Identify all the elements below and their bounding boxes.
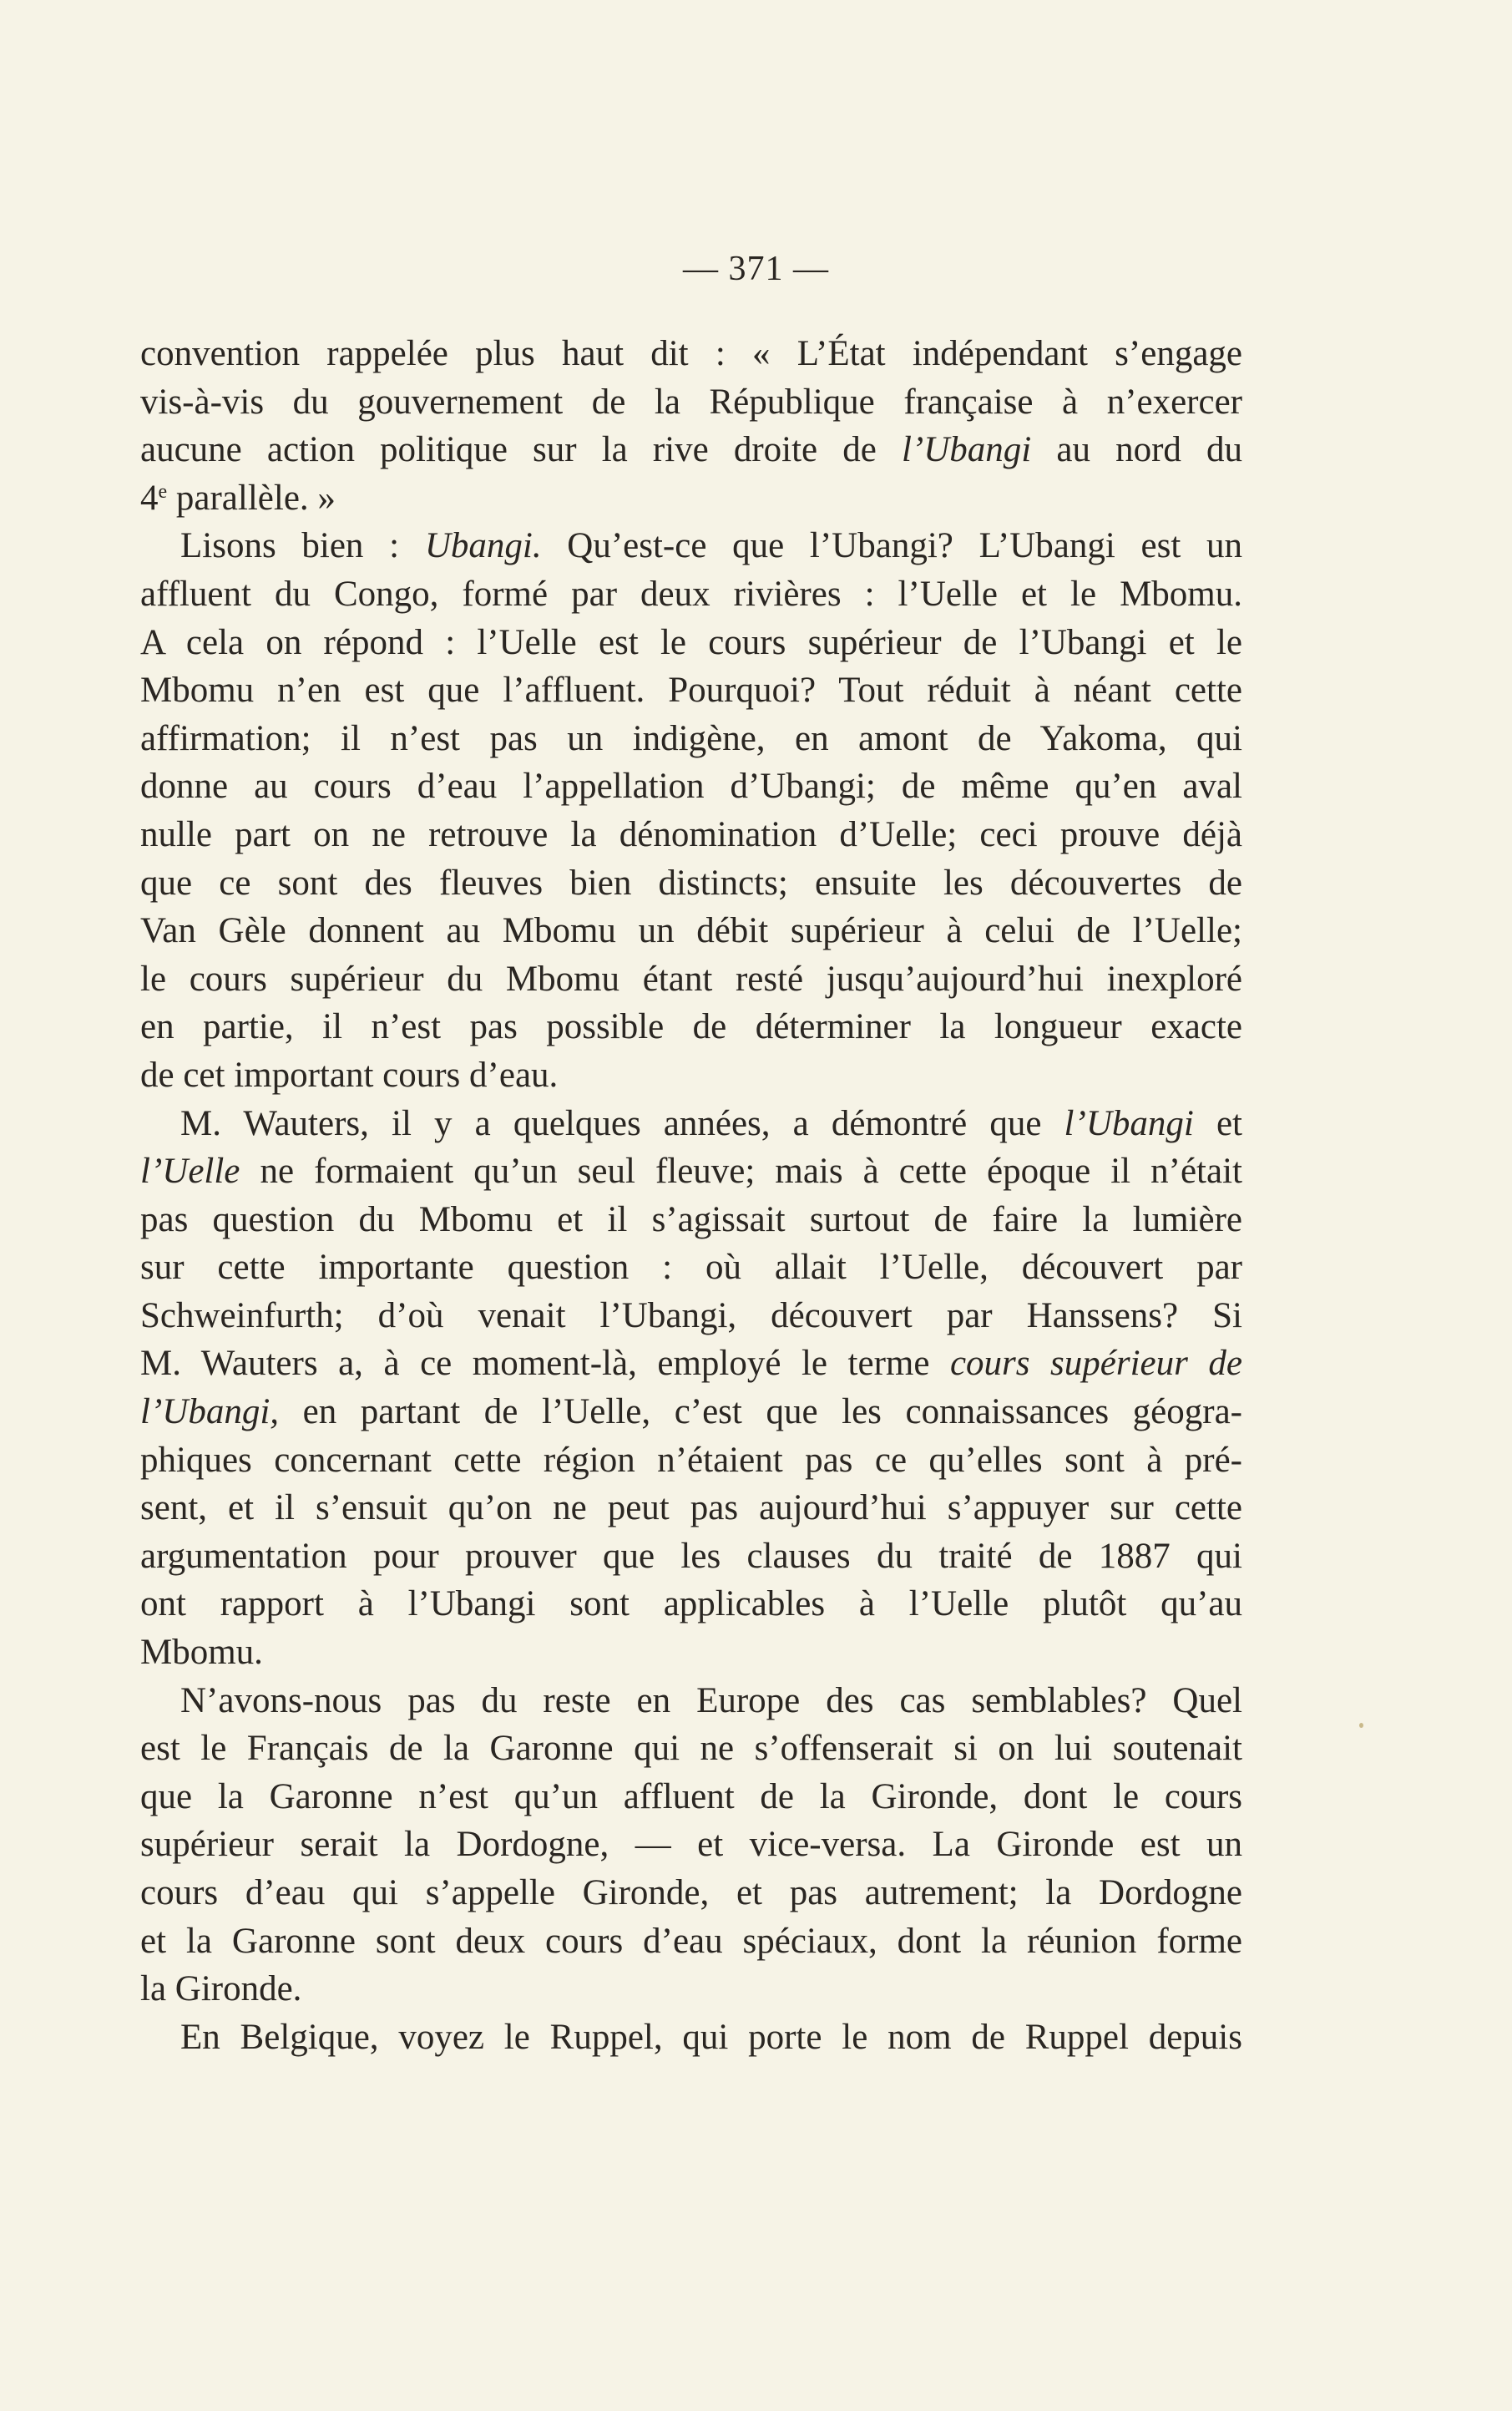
text-line: que ce sont des fleuves bien distincts; ensuite les découvertes de (140, 863, 1242, 903)
text-line: affluent du Congo, formé par deux rivières : l’Uelle et le Mbomu. (140, 574, 1242, 614)
text-line (140, 474, 1242, 523)
text-line: est le Français de la Garonne qui ne s’offenserait si on lui soutenait (140, 1729, 1242, 1769)
text-run: Qu’est-ce que l’Ubangi? L’Ubangi est un (541, 526, 1242, 566)
text-line: Schweinfurth; d’où venait l’Ubangi, découvert par Hanssens? Si (140, 1295, 1242, 1335)
text-line: En Belgique, voyez le Ruppel, qui porte le nom de Ruppel depuis (180, 2017, 1242, 2057)
text-line (140, 426, 1242, 474)
page-number: — 371 — (683, 250, 829, 288)
text-line: de cet important cours d’eau. (140, 1055, 559, 1095)
text-line (140, 522, 1242, 570)
text-line: pas question du Mbomu et il s’agissait surtout de faire la lumière (140, 1199, 1242, 1239)
superscript: e (158, 480, 168, 503)
paper-speck (1359, 1723, 1363, 1728)
text-line: phiques concernant cette région n’étaient pas ce qu’elles sont à pré- (140, 1440, 1242, 1480)
text-line: cours d’eau qui s’appelle Gironde, et pas autrement; la Dordogne (140, 1873, 1242, 1912)
italic-run: l’Uelle (140, 1152, 240, 1192)
text-line: argumentation pour prouver que les clauses du traité de 1887 qui (140, 1536, 1242, 1576)
body-text (140, 330, 1242, 2061)
text-line: Van Gèle donnent au Mbomu un débit supérieur à celui de l’Uelle; (140, 911, 1242, 951)
italic-run: cours supérieur de (949, 1344, 1242, 1384)
text-line: donne au cours d’eau l’appellation d’Ubangi; de même qu’en aval (140, 767, 1242, 807)
text-line (140, 1388, 1242, 1436)
text-line: le cours supérieur du Mbomu étant resté jusqu’aujourd’hui inexploré (140, 959, 1242, 999)
text-run: parallèle. » (167, 478, 336, 518)
text-run: et (1193, 1103, 1242, 1143)
italic-run: l’Ubangi (901, 430, 1032, 470)
text-run: M. Wauters a, à ce moment-là, employé le terme (140, 1344, 950, 1384)
text-run: en partant de l’Uelle, c’est que les connaissances géogra- (279, 1392, 1242, 1432)
text-line: N’avons-nous pas du reste en Europe des cas semblables? Quel (180, 1680, 1242, 1720)
text-line: A cela on répond : l’Uelle est le cours supérieur de l’Ubangi et le (140, 622, 1242, 662)
text-run: Lisons bien : (180, 526, 425, 566)
italic-run: l’Ubangi (1064, 1103, 1194, 1143)
text-line (140, 1100, 1242, 1148)
text-line: en partie, il n’est pas possible de déterminer la longueur exacte (140, 1007, 1242, 1047)
text-line (140, 1147, 1242, 1196)
text-run: 4 (140, 478, 159, 518)
italic-run: l’Ubangi, (140, 1392, 280, 1432)
text-line: que la Garonne n’est qu’un affluent de la Gironde, dont le cours (140, 1776, 1242, 1816)
text-line: Mbomu. (140, 1633, 263, 1673)
italic-run: Ubangi. (424, 526, 542, 566)
text-line (140, 1340, 1242, 1388)
text-run: au nord du (1031, 430, 1243, 470)
text-line: Mbomu n’en est que l’affluent. Pourquoi? Tout réduit à néant cette (140, 671, 1242, 711)
text-line: la Gironde. (140, 1969, 302, 2009)
text-line: sur cette importante question : où allait l’Uelle, découvert par (140, 1248, 1242, 1288)
text-line: supérieur serait la Dordogne, — et vice-versa. La Gironde est un (140, 1825, 1242, 1865)
text-line: convention rappelée plus haut dit : « L’État indépendant s’engage (140, 334, 1242, 373)
text-line: vis-à-vis du gouvernement de la République française à n’exercer (140, 382, 1242, 422)
text-run: ne formaient qu’un seul fleuve; mais à cette époque il n’était (240, 1152, 1242, 1192)
text-line: et la Garonne sont deux cours d’eau spéciaux, dont la réunion forme (140, 1921, 1242, 1961)
text-line: ont rapport à l’Ubangi sont applicables à l’Uelle plutôt qu’au (140, 1584, 1242, 1624)
text-line: nulle part on ne retrouve la dénomination d’Uelle; ceci prouve déjà (140, 814, 1242, 854)
text-line: affirmation; il n’est pas un indigène, en amont de Yakoma, qui (140, 718, 1242, 758)
text-line: sent, et il s’ensuit qu’on ne peut pas aujourd’hui s’appuyer sur cette (140, 1488, 1242, 1528)
text-run: aucune action politique sur la rive droite de (140, 430, 902, 470)
text-run: M. Wauters, il y a quelques années, a démontré que (180, 1103, 1064, 1143)
